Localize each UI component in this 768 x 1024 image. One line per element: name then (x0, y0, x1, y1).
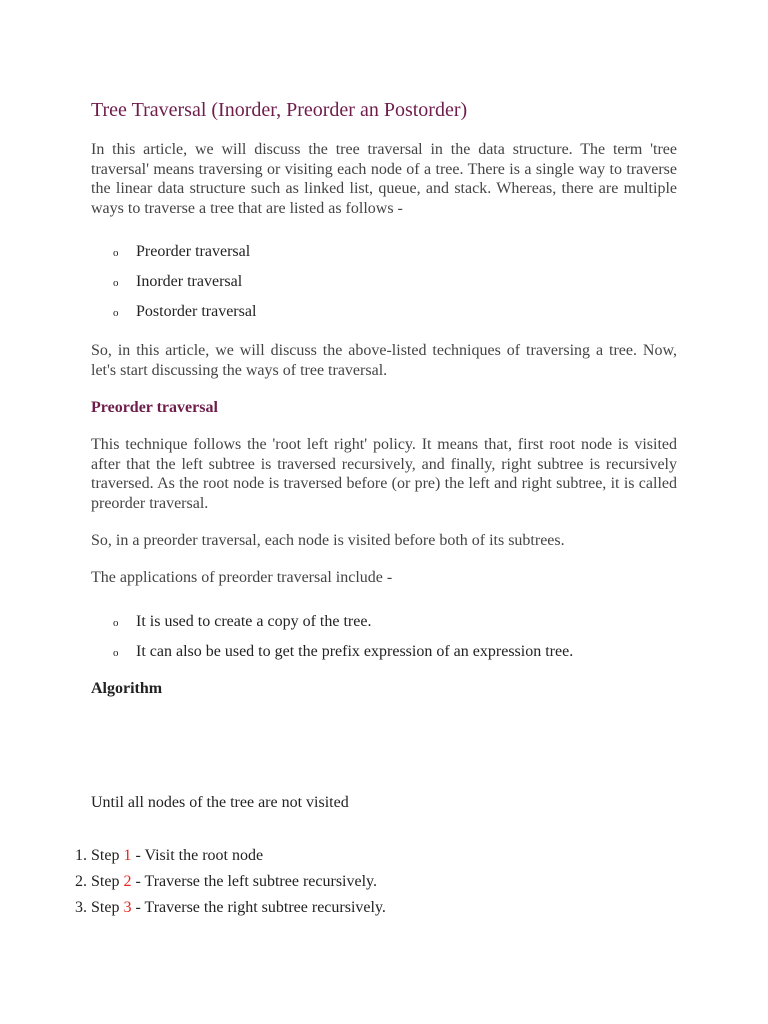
step-text: - Traverse the left subtree recursively. (131, 873, 377, 890)
list-item-label: It is used to create a copy of the tree. (136, 613, 372, 630)
transition-paragraph: So, in this article, we will discuss the above-listed techniques of traversing a tree. Now, let's start discussing the ways of tree traversal. (91, 342, 677, 379)
algorithm-steps (75, 846, 677, 924)
step-list-number: 1. (75, 847, 87, 864)
bullet-icon: o (113, 647, 119, 659)
algorithm-heading: Algorithm (91, 680, 163, 697)
step-item (75, 872, 677, 898)
step-prefix: Step (91, 899, 124, 916)
bullet-icon: o (113, 307, 119, 319)
step-number-highlight: 1 (123, 847, 132, 864)
step-number-highlight: 3 (123, 899, 132, 916)
preorder-description: This technique follows the 'root left right' policy. It means that, first root node is visited after that the left subtree is traversed recursively, and finally, right subtree is recursively traversed. As the root node is traversed before (or pre) the left and right subtree, it is called preorder traversal. (91, 436, 677, 512)
section-heading-preorder: Preorder traversal (91, 399, 218, 416)
step-text: - Traverse the right subtree recursively. (131, 899, 386, 916)
step-text: - Visit the root node (131, 847, 264, 864)
step-prefix: Step (91, 847, 124, 864)
list-item-label: Inorder traversal (136, 273, 243, 290)
intro-paragraph: In this article, we will discuss the tree traversal in the data structure. The term 'tree traversal' means traversing or visiting each node of a tree. There is a single way to traverse the linear data structure such as linked list, queue, and stack. Whereas, there are multiple ways to traverse a tree that are listed as follows - (91, 141, 677, 217)
list-item-label: Postorder traversal (136, 303, 257, 320)
preorder-summary: So, in a preorder traversal, each node is visited before both of its subtrees. (91, 532, 565, 549)
list-item (91, 242, 677, 272)
step-list-number: 3. (75, 899, 87, 916)
traversal-types-list (91, 242, 677, 332)
list-item (91, 302, 677, 332)
loop-condition: Until all nodes of the tree are not visited (91, 794, 349, 811)
step-number-highlight: 2 (123, 873, 132, 890)
bullet-icon: o (113, 617, 119, 629)
bullet-icon: o (113, 247, 119, 259)
step-item (75, 898, 677, 924)
list-item-label: It can also be used to get the prefix expression of an expression tree. (136, 643, 574, 660)
step-item (75, 846, 677, 872)
list-item (91, 612, 677, 642)
list-item (91, 272, 677, 302)
applications-list (91, 612, 677, 672)
bullet-icon: o (113, 277, 119, 289)
list-item (91, 642, 677, 672)
page-title: Tree Traversal (Inorder, Preorder an Postorder) (91, 99, 468, 121)
step-prefix: Step (91, 873, 124, 890)
applications-intro: The applications of preorder traversal include - (91, 569, 393, 586)
list-item-label: Preorder traversal (136, 243, 251, 260)
step-list-number: 2. (75, 873, 87, 890)
